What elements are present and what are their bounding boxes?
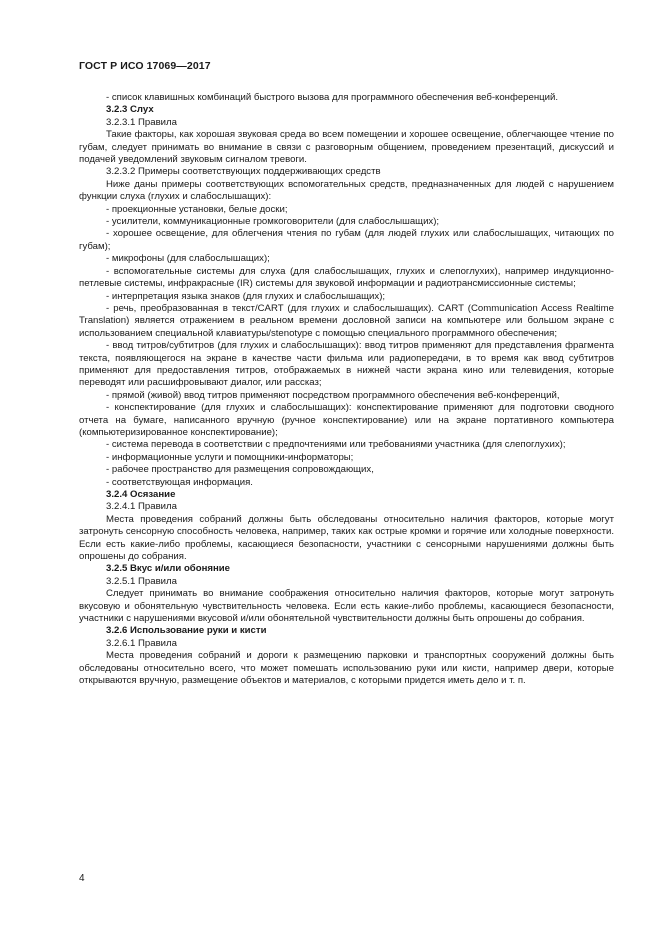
paragraph: - усилители, коммуникационные громкоговорители (для слабослышащих); bbox=[106, 216, 440, 228]
document-header: ГОСТ Р ИСО 17069—2017 bbox=[79, 60, 211, 72]
paragraph: - проекционные установки, белые доски; bbox=[106, 203, 288, 215]
section-heading: 3.2.4.1 Правила bbox=[106, 501, 177, 513]
paragraph: - соответствующая информация. bbox=[106, 476, 253, 488]
paragraph: - рабочее пространство для размещения сопровождающих, bbox=[106, 464, 374, 476]
paragraph: Следует принимать во внимание соображения относительно наличия факторов, которые могут затронуть вкусовую и обонятельную чувствительность человека. Если есть какие-либо проблемы, касающиеся безопасности, участники с нарушениями вкусовой и/или обонятельной чувствительности должны быть опрошены до собрания. bbox=[79, 588, 614, 625]
paragraph: - прямой (живой) ввод титров применяют посредством программного обеспечения веб-конференций, bbox=[106, 389, 560, 401]
paragraph: - список клавишных комбинаций быстрого вызова для программного обеспечения веб-конференций. bbox=[106, 92, 559, 103]
paragraph: - информационные услуги и помощники-информаторы; bbox=[106, 451, 354, 463]
section-heading: 3.2.6 Использование руки и кисти bbox=[106, 625, 267, 637]
paragraph: - вспомогательные системы для слуха (для слабослышащих, глухих и слепоглухих), например индукционно-петлевые системы, инфракрасные (IR) системы для звуковой информации и радиотрансмиссионные системы; bbox=[79, 265, 614, 290]
section-heading: 3.2.3.1 Правила bbox=[106, 116, 177, 128]
paragraph: Ниже даны примеры соответствующих вспомогательных средств, предназначенных для людей с нарушением функции слуха (глухих и слабослышащих): bbox=[79, 178, 614, 203]
section-heading: 3.2.6.1 Правила bbox=[106, 637, 177, 649]
paragraph: - ввод титров/субтитров (для глухих и слабослышащих): ввод титров применяют для представления фрагмента текста, появляющегося на экране в качестве части фильма или радиопередачи, в то время как ввод субтитров применяют для предоставления титров, отображаемых в нижней части экрана кино или телевидения, которые переводят или расшифровывают диалог, или рассказ; bbox=[79, 340, 614, 389]
paragraph: - хорошее освещение, для облегчения чтения по губам (для людей глухих или слабослышащих, читающих по губам); bbox=[79, 228, 614, 252]
paragraph: Такие факторы, как хорошая звуковая среда во всем помещении и хорошее освещение, облегчающее чтение по губам, следует принимать во внимание в связи с разговорным общением, проведением презентаций, дискуссий и подачей уведомлений звуковым сигналом тревоги. bbox=[79, 129, 614, 166]
section-heading: 3.2.5.1 Правила bbox=[106, 575, 177, 587]
section-heading: 3.2.5 Вкус и/или обоняние bbox=[106, 563, 231, 575]
paragraph: Места проведения собраний должны быть обследованы относительно наличия факторов, которые могут затронуть сенсорную способность человека, например, таких как острые кромки и горячие или холодные поверхности. Если есть какие-либо проблемы, касающиеся безопасности, участники с сенсорными нарушениями должны быть опрошены до собрания. bbox=[79, 513, 614, 563]
paragraph: - интерпретация языка знаков (для глухих и слабослышащих); bbox=[106, 290, 386, 302]
paragraph: - конспектирование (для глухих и слабослышащих): конспектирование применяют для подготовки сводного отчета на бумаге, написанного вручную (ручное конспектирование) или на экране портативного компьютера (компьютеризированное конспектирование); bbox=[79, 402, 614, 438]
paragraph: - микрофоны (для слабослышащих); bbox=[106, 253, 270, 265]
paragraph: Места проведения собраний и дороги к размещению парковки и транспортных сооружений должны быть обследованы относительно всего, что может помешать использованию руки или кисти, например двери, которые открываются вручную, размещение объектов и материалов, с которыми придется иметь дело и т. п. bbox=[79, 650, 614, 687]
page-number: 4 bbox=[79, 873, 85, 884]
paragraph: - речь, преобразованная в текст/CART (для глухих и слабослышащих). CART (Communication Access Realtime Translation) является отражением в реальном времени дословной записи на компьютере или большом экране с использованием специальной клавиатуры/stenotype с помощью специального программного обеспечения; bbox=[79, 302, 614, 339]
section-heading: 3.2.4 Осязание bbox=[106, 489, 176, 500]
document-body bbox=[79, 92, 614, 688]
section-heading: 3.2.3.2 Примеры соответствующих поддерживающих средств bbox=[106, 166, 381, 178]
section-heading: 3.2.3 Слух bbox=[106, 104, 154, 116]
paragraph: - система перевода в соответствии с предпочтениями или требованиями участника (для слепоглухих); bbox=[106, 439, 566, 451]
